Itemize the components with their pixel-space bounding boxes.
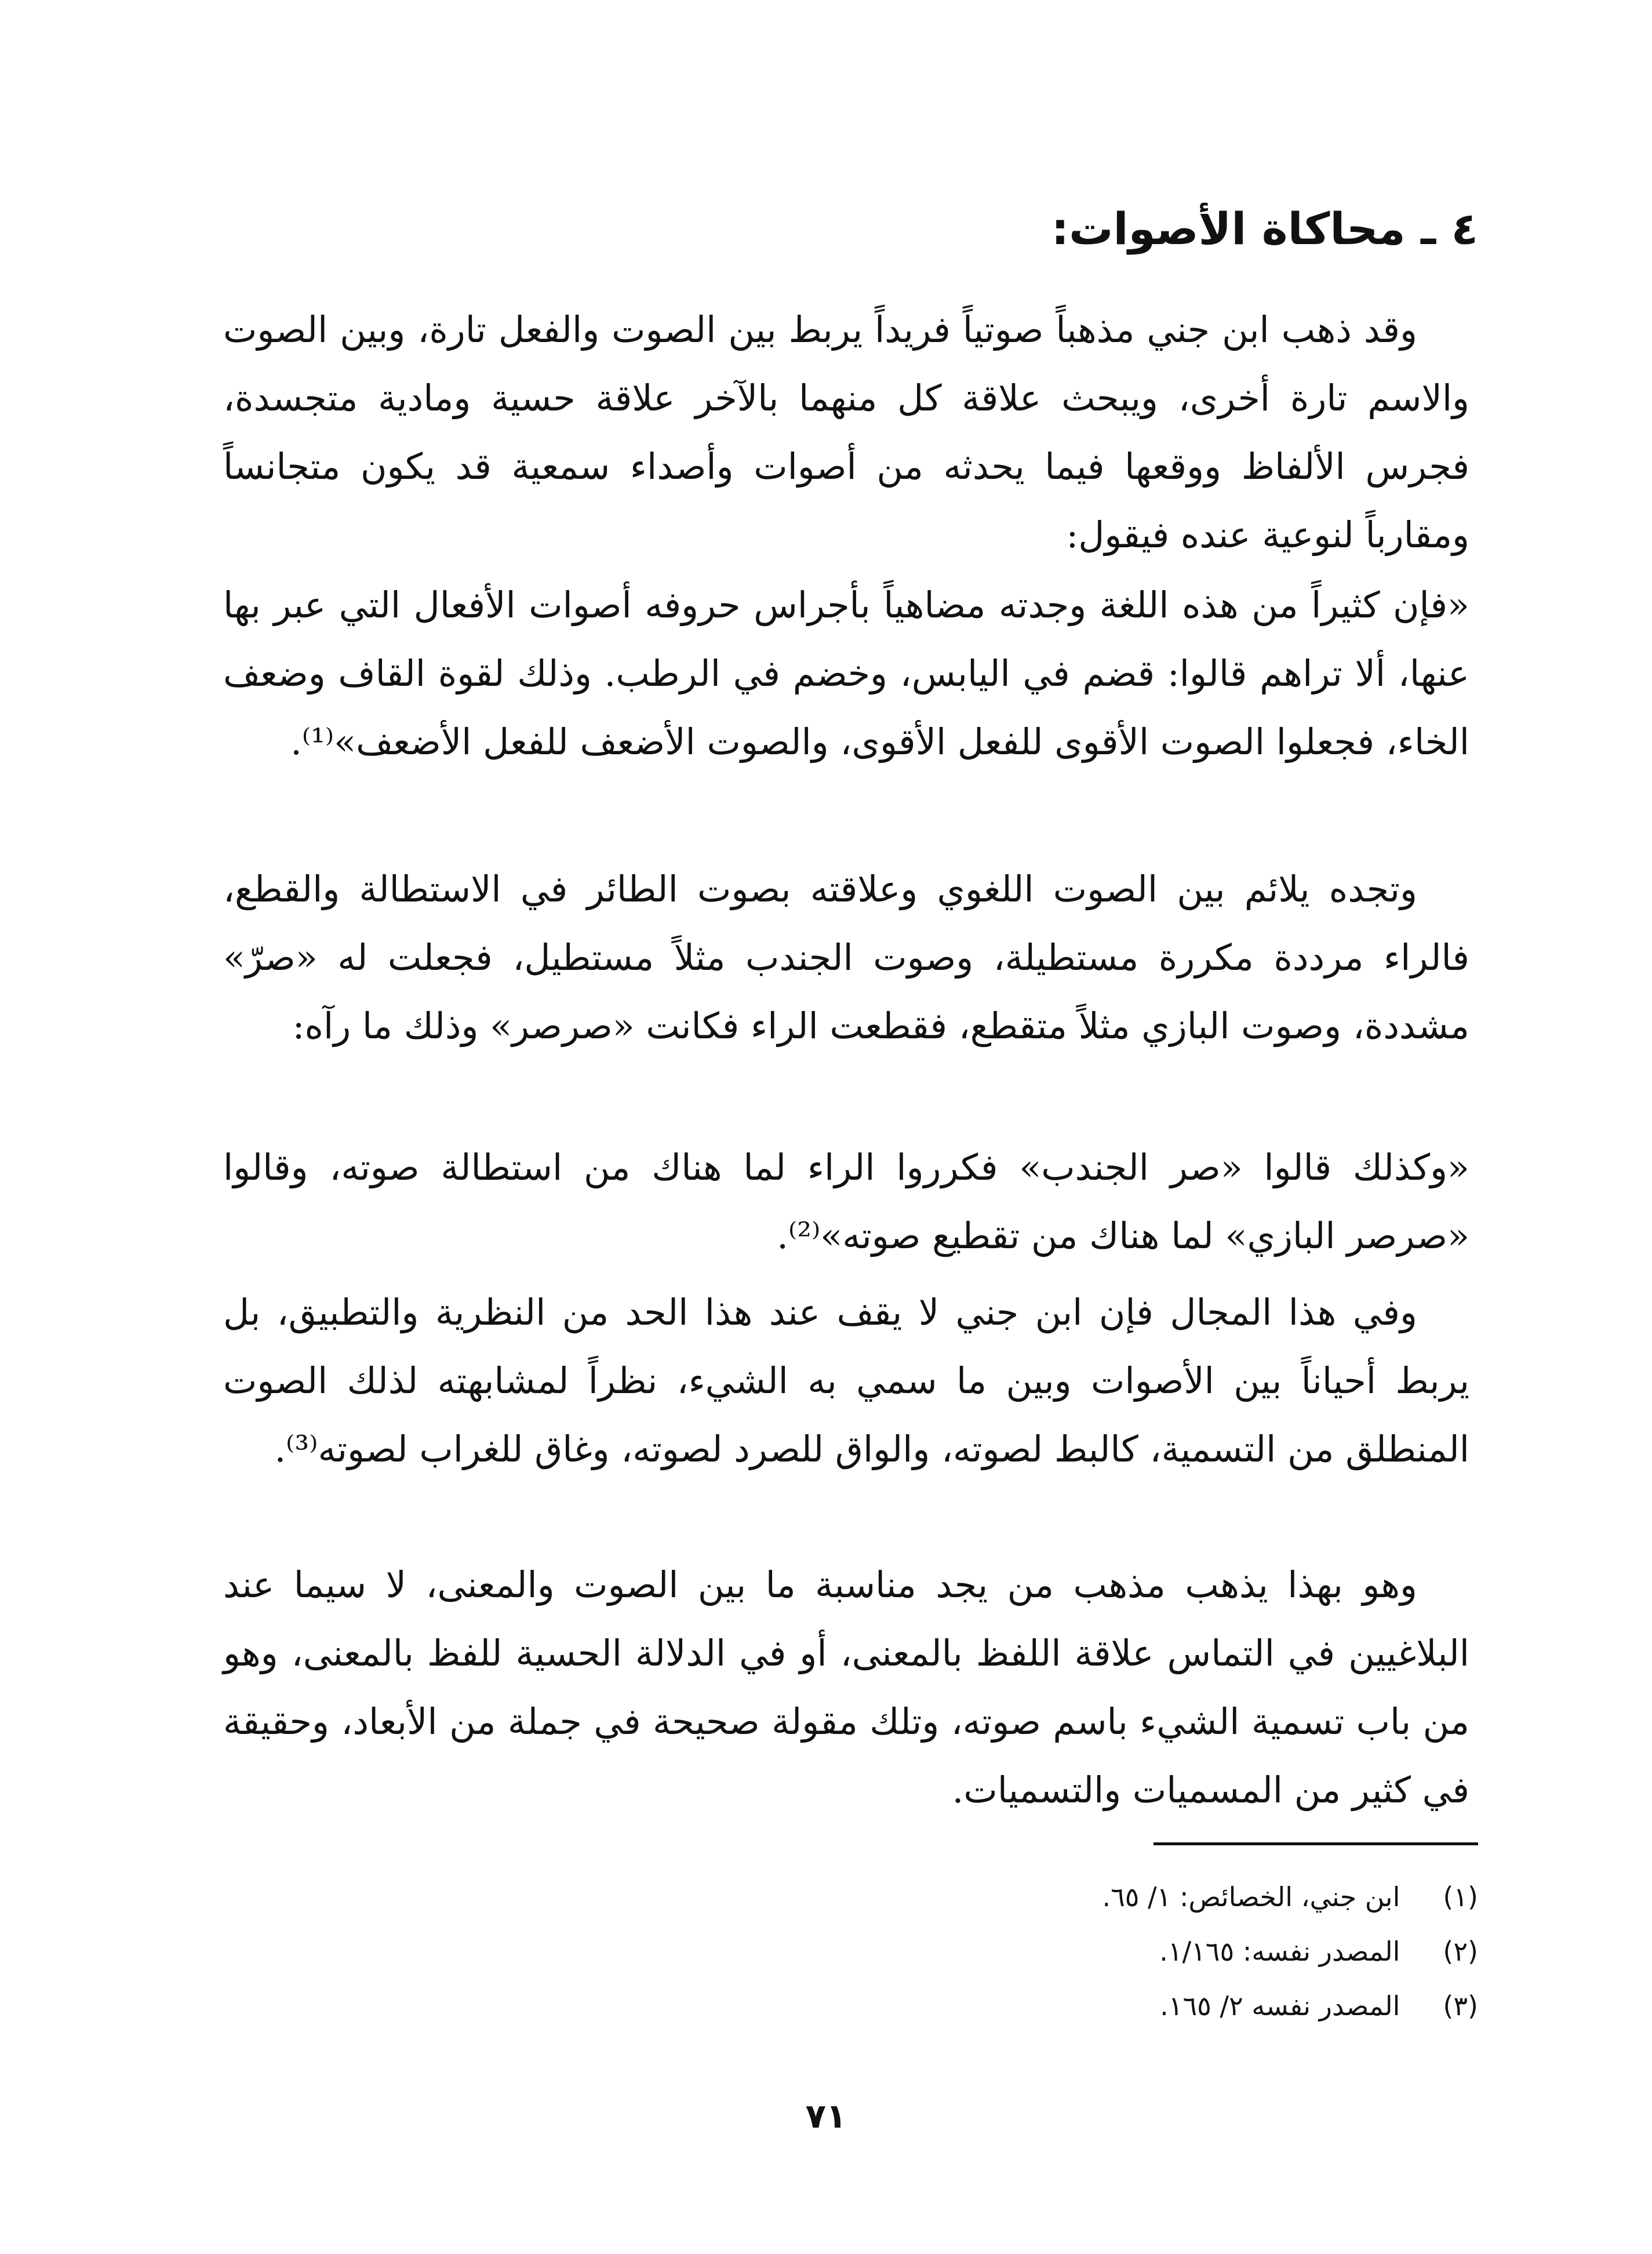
footnote-number: (٣)	[1443, 1990, 1478, 2022]
section-heading: ٤ ـ محاكاة الأصوات:	[1051, 203, 1478, 255]
footnote-item	[667, 1924, 1478, 1979]
paragraph-intro-text: وقد ذهب ابن جني مذهباً صوتياً فريداً يربط بين الصوت والفعل تارة، وبين الصوت والاسم تارة أخرى، ويبحث علاقة كل منهما بالآخر علاقة حسية ومادية متجسدة، فجرس الألفاظ ووقعها فيما يحدثه من أصوات وأصداء سمعية قد يكون متجانساً ومقارباً لنوعية عنده فيقول:	[223, 308, 1469, 556]
footnote-text: المصدر نفسه ٢/ ١٦٥.	[1160, 1990, 1400, 2022]
quotation-sarsar	[223, 1133, 1469, 1270]
paragraph-conclusion-text: وهو بهذا يذهب مذهب من يجد مناسبة ما بين الصوت والمعنى، لا سيما عند البلاغيين في التماس علاقة اللفظ بالمعنى، أو في الدلالة الحسية للفظ بالمعنى، وهو من باب تسمية الشيء باسم صوته، وتلك مقولة صحيحة في جملة من الأبعاد، وحقيقة في كثير من المسميات والتسميات.	[223, 1564, 1469, 1811]
quotation-sarsar-text: «وكذلك قالوا «صر الجندب» فكرروا الراء لما هناك من استطالة صوته، وقالوا «صرصر البازي» لما هناك من تقطيع صوته»⁽²⁾.	[223, 1146, 1469, 1257]
footnote-number: (٢)	[1443, 1936, 1478, 1967]
footnote-text: ابن جني، الخصائص: ١/ ٦٥.	[1102, 1881, 1400, 1913]
footnotes	[667, 1870, 1478, 2033]
footnote-text: المصدر نفسه: ١/١٦٥.	[1159, 1936, 1400, 1967]
quotation-qadm-khadm	[223, 571, 1469, 776]
footnote-number: (١)	[1443, 1881, 1478, 1913]
paragraph-naming	[223, 1278, 1469, 1484]
paragraph-bird-sounds	[223, 855, 1469, 1060]
footnote-divider	[1154, 1842, 1478, 1845]
footnote-item	[667, 1979, 1478, 2033]
footnote-item	[667, 1870, 1478, 1924]
paragraph-intro	[223, 296, 1469, 569]
page-number: ٧١	[805, 2096, 847, 2136]
paragraph-naming-text: وفي هذا المجال فإن ابن جني لا يقف عند هذا الحد من النظرية والتطبيق، بل يربط أحياناً بين الأصوات وبين ما سمي به الشيء، نظراً لمشابهته لذلك الصوت المنطلق من التسمية، كالبط لصوته، والواق للصرد لصوته، وغاق للغراب لصوته⁽³⁾.	[223, 1291, 1469, 1470]
paragraph-conclusion	[223, 1551, 1469, 1824]
paragraph-bird-sounds-text: وتجده يلائم بين الصوت اللغوي وعلاقته بصوت الطائر في الاستطالة والقطع، فالراء مرددة مكررة مستطيلة، وصوت الجندب مثلاً مستطيل، فجعلت له «صرّ» مشددة، وصوت البازي مثلاً متقطع، فقطعت الراء فكانت «صرصر» وذلك ما رآه:	[223, 868, 1469, 1047]
quotation-qadm-khadm-text: «فإن كثيراً من هذه اللغة وجدته مضاهياً بأجراس حروفه أصوات الأفعال التي عبر بها عنها، ألا تراهم قالوا: قضم في اليابس، وخضم في الرطب. وذلك لقوة القاف وضعف الخاء، فجعلوا الصوت الأقوى للفعل الأقوى، والصوت الأضعف للفعل الأضعف»⁽¹⁾.	[223, 584, 1469, 763]
